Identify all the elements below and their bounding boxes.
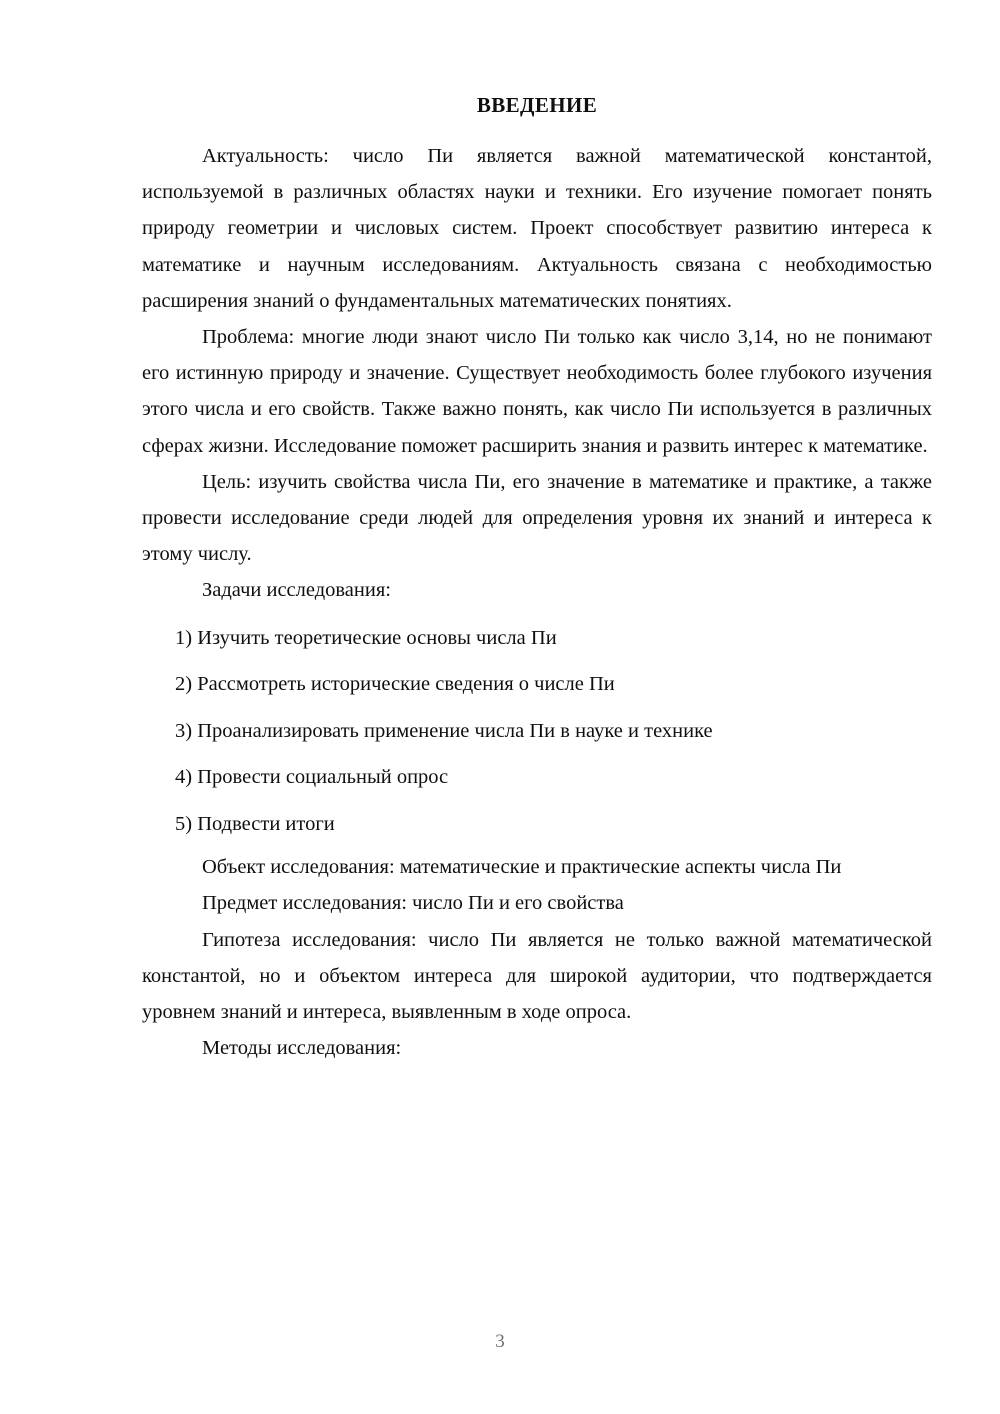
paragraph-hypothesis: Гипотеза исследования: число Пи является не только важной математической константой, но и объектом интереса для широкой аудитории, что подтверждается уровнем знаний и интереса, выявленным в ходе опроса. [142, 928, 932, 1023]
page-content [142, 86, 932, 1066]
paragraph-goal: Цель: изучить свойства числа Пи, его значение в математике и практике, а также провести исследование среди людей для определения уровня их знаний и интереса к этому числу. [142, 470, 932, 566]
paragraph-object: Объект исследования: математические и практические аспекты числа Пи [202, 856, 842, 879]
paragraph-methods-heading: Методы исследования: [202, 1037, 402, 1060]
list-item: 2) Рассмотреть исторические сведения о числе Пи [175, 673, 615, 696]
paragraph-problem: Проблема: многие люди знают число Пи только как число 3,14, но не понимают его истинную природу и значение. Существует необходимость более глубокого изучения этого числа и его свойств. Также важно понять, как число Пи используется в различных сферах жизни. Исследование поможет расширить знания и развить интерес к математике. [142, 326, 932, 457]
list-item: 4) Провести социальный опрос [175, 766, 449, 789]
page-title: ВВЕДЕНИЕ [476, 93, 598, 117]
tasks-list [142, 615, 932, 848]
list-item: 3) Проанализировать применение числа Пи в науке и технике [175, 719, 713, 742]
paragraph-relevance: Актуальность: число Пи является важной математической константой, используемой в различных областях науки и техники. Его изучение помогает понять природу геометрии и числовых систем. Проект способствует развитию интереса к математике и научным исследованиям. Актуальность связана с необходимостью расширения знаний о фундаментальных математических понятиях. [142, 145, 932, 312]
body-text [142, 138, 932, 1066]
list-item: 1) Изучить теоретические основы числа Пи [175, 626, 557, 649]
paragraph-subject: Предмет исследования: число Пи и его свойства [202, 892, 624, 915]
paragraph-tasks-heading: Задачи исследования: [202, 579, 391, 602]
page-number: 3 [495, 1331, 505, 1352]
list-item: 5) Подвести итоги [175, 812, 335, 835]
